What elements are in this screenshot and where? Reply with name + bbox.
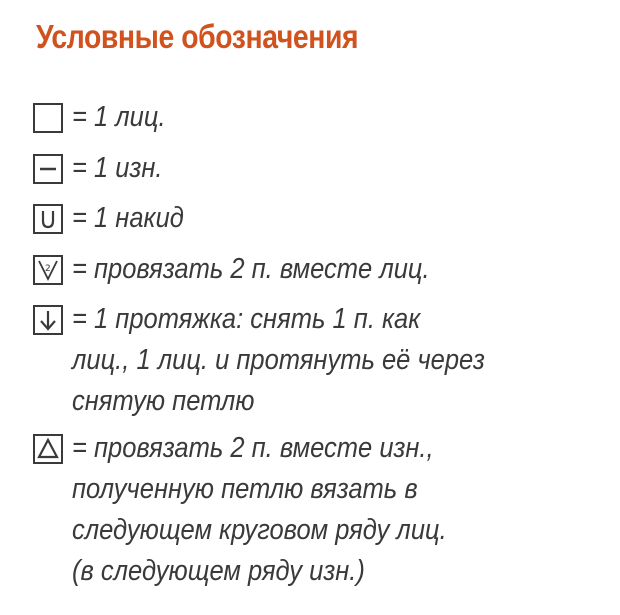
legend-item-k2tog [33, 255, 478, 290]
legend-item-slip-pass [33, 305, 541, 422]
legend-text-slip-pass: = 1 протяжка: снять 1 п. как лиц., 1 лиц. и протянуть её через снятую петлю [72, 303, 485, 417]
svg-text:2: 2 [45, 264, 51, 274]
knit-two-together-icon [33, 255, 63, 285]
legend-item-knit [33, 103, 178, 138]
legend-item-yarn-over [33, 204, 199, 239]
legend-text-k2tog: = провязать 2 п. вместе лиц. [72, 253, 430, 285]
legend-text-yarn-over: = 1 накид [72, 202, 184, 234]
dash-square-icon [33, 154, 63, 184]
legend-text-knit: = 1 лиц. [72, 101, 166, 133]
legend-item-purl [33, 154, 175, 189]
legend-item-p2tog [33, 434, 498, 592]
legend-text-p2tog: = провязать 2 п. вместе изн., полученную петлю вязать в следующем круговом ряду лиц. (в следующем ряду изн.) [72, 432, 447, 587]
symbol-legend [33, 0, 613, 615]
triangle-square-icon [33, 434, 63, 464]
empty-square-icon [33, 103, 63, 133]
u-square-icon [33, 204, 63, 234]
legend-text-purl: = 1 изн. [72, 152, 163, 184]
legend-title: Условные обозначения [36, 18, 359, 55]
down-arrow-square-icon [33, 305, 63, 335]
